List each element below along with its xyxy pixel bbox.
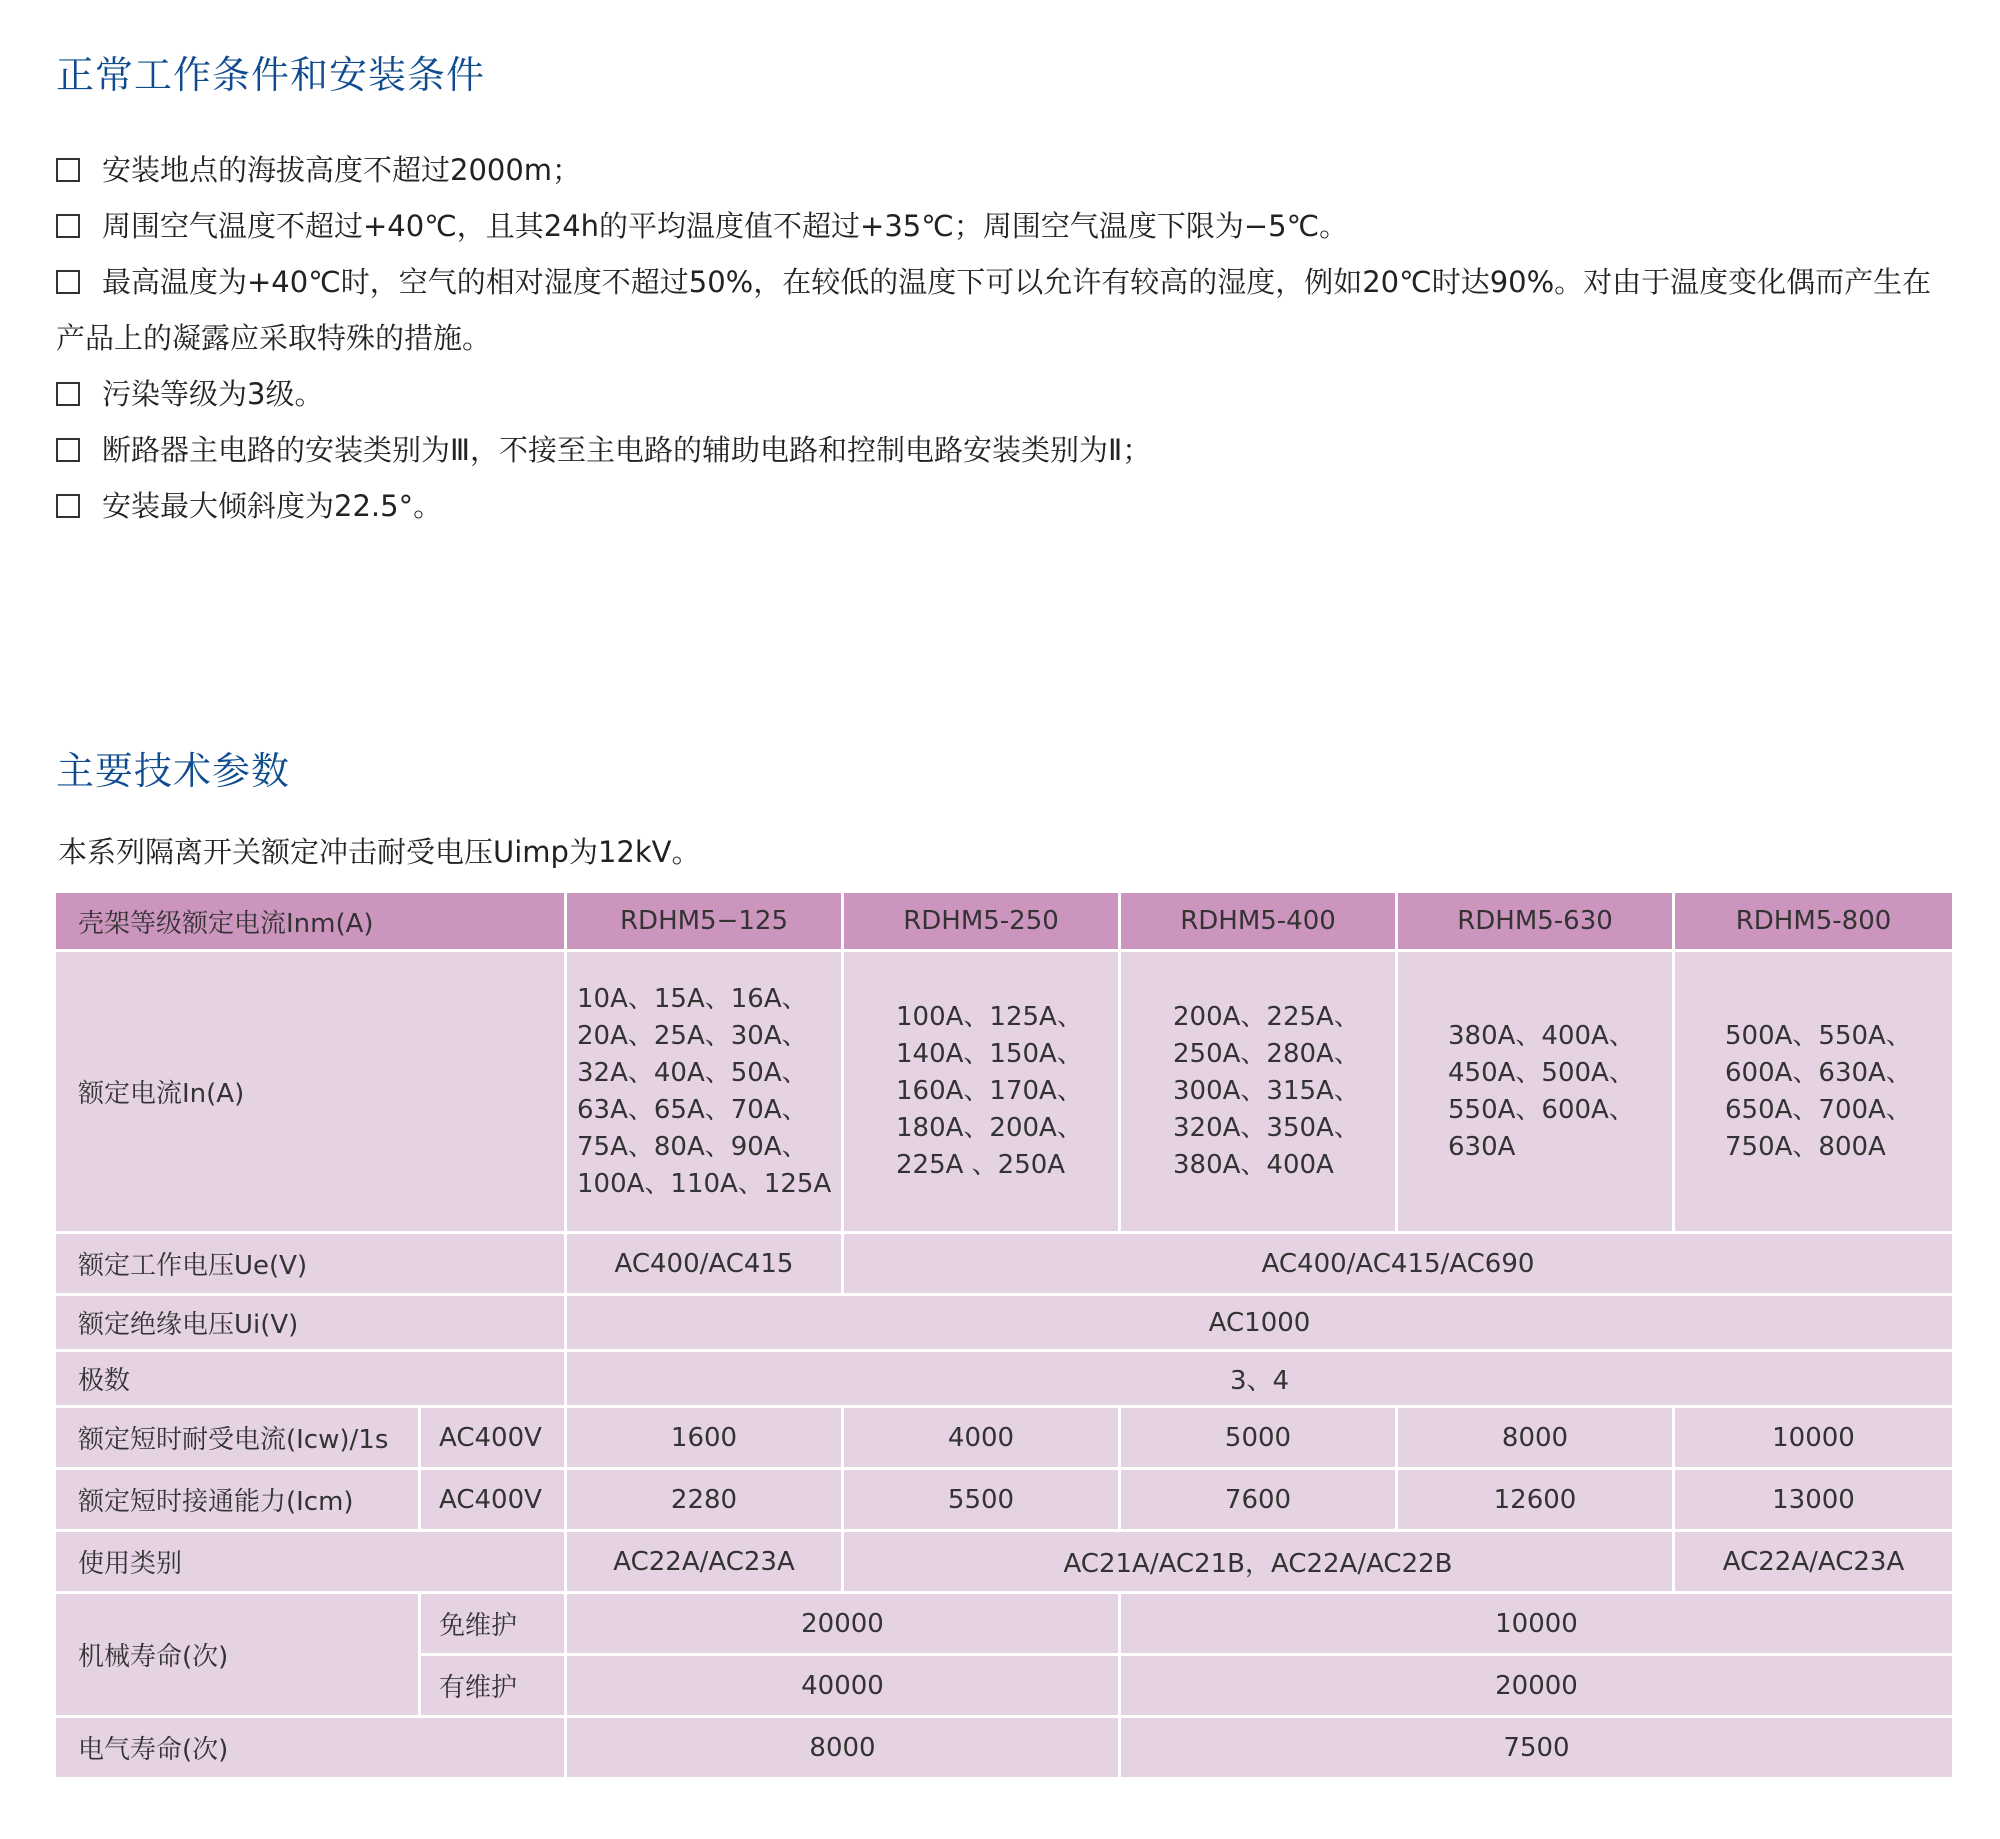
header-model: RDHM5-400 [1121, 893, 1398, 952]
checkbox-icon [56, 494, 80, 518]
checkbox-icon [56, 158, 80, 182]
with-maintenance-label: 有维护 [421, 1656, 567, 1718]
condition-item: 安装最大倾斜度为22.5°。 [56, 478, 1956, 534]
table-cell: 5000 [1121, 1408, 1398, 1470]
checkbox-icon [56, 438, 80, 462]
rated-current-cell: 100A、125A、 140A、150A、 160A、170A、 180A、200A、 225A 、250A [844, 952, 1121, 1234]
electrical-life-row [56, 1718, 1952, 1780]
table-cell: 1600 [567, 1408, 844, 1470]
table-cell: 10000 [1121, 1594, 1952, 1656]
voltage-cell: AC400V [421, 1470, 567, 1532]
table-cell: AC22A/AC23A [567, 1532, 844, 1594]
table-cell: 7600 [1121, 1470, 1398, 1532]
row-label: 额定电流In(A) [56, 952, 567, 1234]
table-cell: AC400/AC415 [567, 1234, 844, 1296]
condition-item: 最高温度为+40℃时，空气的相对湿度不超过50%，在较低的温度下可以允许有较高的湿度，例如20℃时达90%。对由于温度变化偶而产生在产品上的凝露应采取特殊的措施。 [56, 265, 1932, 355]
table-cell: 13000 [1675, 1470, 1952, 1532]
rated-current-cell: 500A、550A、 600A、630A、 650A、700A、 750A、800A [1675, 952, 1952, 1234]
row-label: 额定短时接通能力(Icm) [56, 1470, 421, 1532]
table-cell: AC1000 [567, 1296, 1952, 1352]
table-cell: AC22A/AC23A [1675, 1532, 1952, 1594]
rated-voltage-row [56, 1234, 1952, 1296]
table-cell: 8000 [567, 1718, 1121, 1780]
checkbox-icon [56, 270, 80, 294]
table-cell: 10000 [1675, 1408, 1952, 1470]
table-cell: 7500 [1121, 1718, 1952, 1780]
condition-item: 污染等级为3级。 [56, 366, 1956, 422]
voltage-cell: AC400V [421, 1408, 567, 1470]
table-cell: 8000 [1398, 1408, 1675, 1470]
mechanical-life-row [56, 1594, 1952, 1656]
icw-row [56, 1408, 1952, 1470]
row-label: 额定绝缘电压Ui(V) [56, 1296, 567, 1352]
poles-row [56, 1352, 1952, 1408]
table-cell: AC400/AC415/AC690 [844, 1234, 1952, 1296]
table-cell: 5500 [844, 1470, 1121, 1532]
table-cell: AC21A/AC21B，AC22A/AC22B [844, 1532, 1675, 1594]
condition-item: 断路器主电路的安装类别为Ⅲ，不接至主电路的辅助电路和控制电路安装类别为Ⅱ； [56, 422, 1956, 478]
table-cell: 3、4 [567, 1352, 1952, 1408]
table-cell: 20000 [1121, 1656, 1952, 1718]
row-label: 极数 [56, 1352, 567, 1408]
checkbox-icon [56, 214, 80, 238]
header-model: RDHM5−125 [567, 893, 844, 952]
table-cell: 40000 [567, 1656, 1121, 1718]
icm-row [56, 1470, 1952, 1532]
insulation-voltage-row [56, 1296, 1952, 1352]
row-label: 机械寿命(次) [56, 1594, 421, 1718]
rated-current-cell: 380A、400A、 450A、500A、 550A、600A、 630A [1398, 952, 1675, 1234]
row-label: 额定工作电压Ue(V) [56, 1234, 567, 1296]
conditions-title: 正常工作条件和安装条件 [56, 53, 486, 97]
maintenance-free-label: 免维护 [421, 1594, 567, 1656]
table-cell: 12600 [1398, 1470, 1675, 1532]
header-model: RDHM5-630 [1398, 893, 1675, 952]
condition-item: 安装地点的海拔高度不超过2000m； [56, 142, 1956, 198]
table-cell: 20000 [567, 1594, 1121, 1656]
header-model: RDHM5-800 [1675, 893, 1952, 952]
table-header-row [56, 893, 1952, 952]
params-intro: 本系列隔离开关额定冲击耐受电压Uimp为12kV。 [58, 835, 701, 869]
row-label: 电气寿命(次) [56, 1718, 567, 1780]
header-model: RDHM5-250 [844, 893, 1121, 952]
condition-item: 周围空气温度不超过+40℃，且其24h的平均温度值不超过+35℃；周围空气温度下限为−5℃。 [56, 198, 1956, 254]
rated-current-cell: 10A、15A、16A、 20A、25A、30A、 32A、40A、50A、 63A、65A、70A、 75A、80A、90A、 100A、110A、125A [567, 952, 844, 1234]
rated-current-cell: 200A、225A、 250A、280A、 300A、315A、 320A、350A、 380A、400A [1121, 952, 1398, 1234]
table-cell: 2280 [567, 1470, 844, 1532]
row-label: 额定短时耐受电流(Icw)/1s [56, 1408, 421, 1470]
rated-current-row [56, 952, 1952, 1234]
row-label: 使用类别 [56, 1532, 567, 1594]
conditions-list [56, 142, 1956, 534]
category-row [56, 1532, 1952, 1594]
header-label: 壳架等级额定电流Ⅰnm(A) [56, 893, 567, 952]
table-cell: 4000 [844, 1408, 1121, 1470]
params-title: 主要技术参数 [56, 749, 291, 793]
spec-table [56, 893, 1952, 1780]
checkbox-icon [56, 382, 80, 406]
